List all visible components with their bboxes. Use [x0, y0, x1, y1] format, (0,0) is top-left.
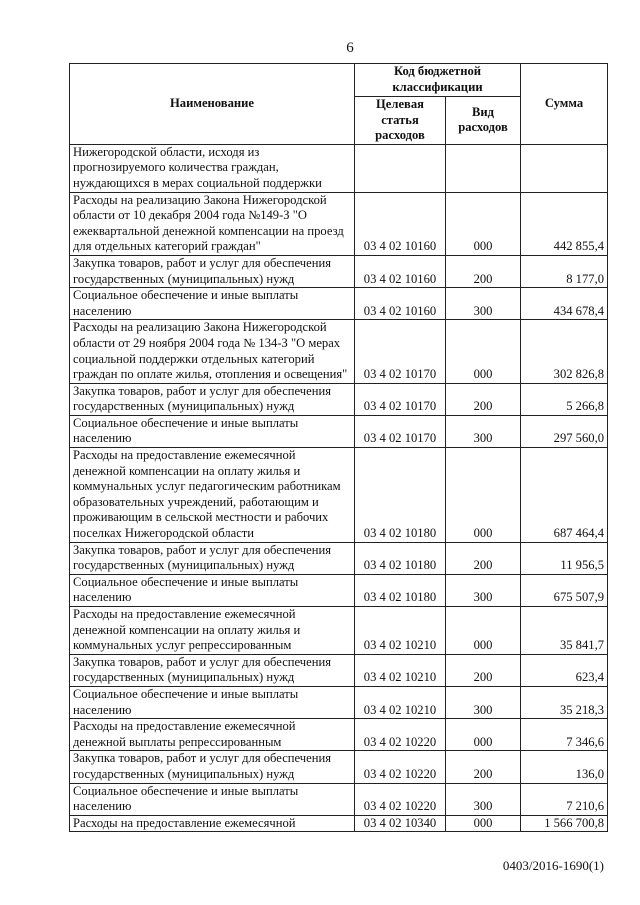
row-sum: 8 177,0: [521, 255, 608, 287]
table-row: [70, 255, 608, 287]
row-type: 000: [446, 192, 521, 255]
row-sum: 675 507,9: [521, 574, 608, 606]
row-sum: 442 855,4: [521, 192, 608, 255]
table-row: [70, 192, 608, 255]
row-type: 300: [446, 415, 521, 447]
row-code: 03 4 02 10160: [355, 288, 446, 320]
row-sum: 7 346,6: [521, 719, 608, 751]
row-name: Нижегородской области, исходя из прогнозируемого количества граждан, нуждающихся в мерах социальной поддержки: [70, 144, 355, 192]
header-classification: Код бюджетной классификации: [355, 64, 521, 97]
budget-table: [69, 63, 608, 832]
row-name: Социальное обеспечение и иные выплаты населению: [70, 686, 355, 718]
table-row: [70, 719, 608, 751]
row-code: 03 4 02 10180: [355, 574, 446, 606]
row-name: Расходы на предоставление ежемесячной денежной компенсации на оплату жилья и коммунальных услуг репрессированным: [70, 607, 355, 655]
row-code: 03 4 02 10340: [355, 815, 446, 832]
row-code: 03 4 02 10160: [355, 255, 446, 287]
row-type: 300: [446, 574, 521, 606]
row-name: Расходы на реализацию Закона Нижегородской области от 10 декабря 2004 года №149-З "О ежеквартальной денежной компенсации на проезд для отдельных категорий граждан": [70, 192, 355, 255]
row-code: 03 4 02 10170: [355, 320, 446, 383]
row-code: 03 4 02 10180: [355, 448, 446, 543]
row-type: 200: [446, 383, 521, 415]
header-expense-type: Вид расходов: [446, 97, 521, 145]
header-name: Наименование: [70, 64, 355, 145]
row-sum: 5 266,8: [521, 383, 608, 415]
row-name: Закупка товаров, работ и услуг для обеспечения государственных (муниципальных) нужд: [70, 654, 355, 686]
row-name: Закупка товаров, работ и услуг для обеспечения государственных (муниципальных) нужд: [70, 751, 355, 783]
row-code: 03 4 02 10210: [355, 654, 446, 686]
row-name: Расходы на предоставление ежемесячной: [70, 815, 355, 832]
row-name: Социальное обеспечение и иные выплаты населению: [70, 415, 355, 447]
row-type: 200: [446, 255, 521, 287]
table-row: [70, 751, 608, 783]
row-type: 300: [446, 686, 521, 718]
header-sum: Сумма: [521, 64, 608, 145]
row-type: 000: [446, 320, 521, 383]
row-type: 200: [446, 542, 521, 574]
row-name: Социальное обеспечение и иные выплаты населению: [70, 288, 355, 320]
page-number: 6: [346, 40, 354, 56]
row-type: 000: [446, 448, 521, 543]
table-row: [70, 448, 608, 543]
row-code: 03 4 02 10220: [355, 783, 446, 815]
row-sum: 11 956,5: [521, 542, 608, 574]
row-name: Расходы на реализацию Закона Нижегородской области от 29 ноября 2004 года № 134-З "О мерах социальной поддержки отдельных категорий граждан по оплате жилья, отопления и освещения": [70, 320, 355, 383]
row-name: Расходы на предоставление ежемесячной денежной компенсации на оплату жилья и коммунальных услуг педагогическим работникам образовательных учреждений, работающим и проживающим в сельской местности и рабочих поселках Нижегородской области: [70, 448, 355, 543]
document-number: 0403/2016-1690(1): [502, 858, 604, 873]
row-name: Закупка товаров, работ и услуг для обеспечения государственных (муниципальных) нужд: [70, 255, 355, 287]
header-target-item: Целевая статья расходов: [355, 97, 446, 145]
row-sum: 302 826,8: [521, 320, 608, 383]
row-code: 03 4 02 10210: [355, 607, 446, 655]
table-row: [70, 815, 608, 832]
row-name: Расходы на предоставление ежемесячной денежной выплаты репрессированным: [70, 719, 355, 751]
row-sum: 136,0: [521, 751, 608, 783]
table-row: [70, 542, 608, 574]
row-sum: 434 678,4: [521, 288, 608, 320]
header-row: [70, 64, 608, 97]
table-row: [70, 383, 608, 415]
row-name: Закупка товаров, работ и услуг для обеспечения государственных (муниципальных) нужд: [70, 383, 355, 415]
table-row: [70, 686, 608, 718]
table-row: [70, 607, 608, 655]
table-row: [70, 144, 608, 192]
table-row: [70, 415, 608, 447]
table-row: [70, 654, 608, 686]
row-code: 03 4 02 10160: [355, 192, 446, 255]
row-name: Закупка товаров, работ и услуг для обеспечения государственных (муниципальных) нужд: [70, 542, 355, 574]
row-name: Социальное обеспечение и иные выплаты населению: [70, 783, 355, 815]
row-code: 03 4 02 10180: [355, 542, 446, 574]
row-type: 200: [446, 654, 521, 686]
row-type: 000: [446, 607, 521, 655]
table-row: [70, 574, 608, 606]
row-code: 03 4 02 10170: [355, 415, 446, 447]
table-row: [70, 288, 608, 320]
row-name: Социальное обеспечение и иные выплаты населению: [70, 574, 355, 606]
row-code: 03 4 02 10170: [355, 383, 446, 415]
row-type: 000: [446, 719, 521, 751]
row-sum: 687 464,4: [521, 448, 608, 543]
row-sum: 35 841,7: [521, 607, 608, 655]
row-sum: 35 218,3: [521, 686, 608, 718]
row-type: 000: [446, 815, 521, 832]
row-type: 300: [446, 288, 521, 320]
row-sum: 297 560,0: [521, 415, 608, 447]
row-sum: 623,4: [521, 654, 608, 686]
row-type: 300: [446, 783, 521, 815]
table-row: [70, 320, 608, 383]
row-type: 200: [446, 751, 521, 783]
table-row: [70, 783, 608, 815]
row-sum: 1 566 700,8: [521, 815, 608, 832]
row-sum: 7 210,6: [521, 783, 608, 815]
row-code: 03 4 02 10220: [355, 719, 446, 751]
row-sum: [521, 144, 608, 192]
row-code: [355, 144, 446, 192]
row-code: 03 4 02 10220: [355, 751, 446, 783]
row-code: 03 4 02 10210: [355, 686, 446, 718]
row-type: [446, 144, 521, 192]
